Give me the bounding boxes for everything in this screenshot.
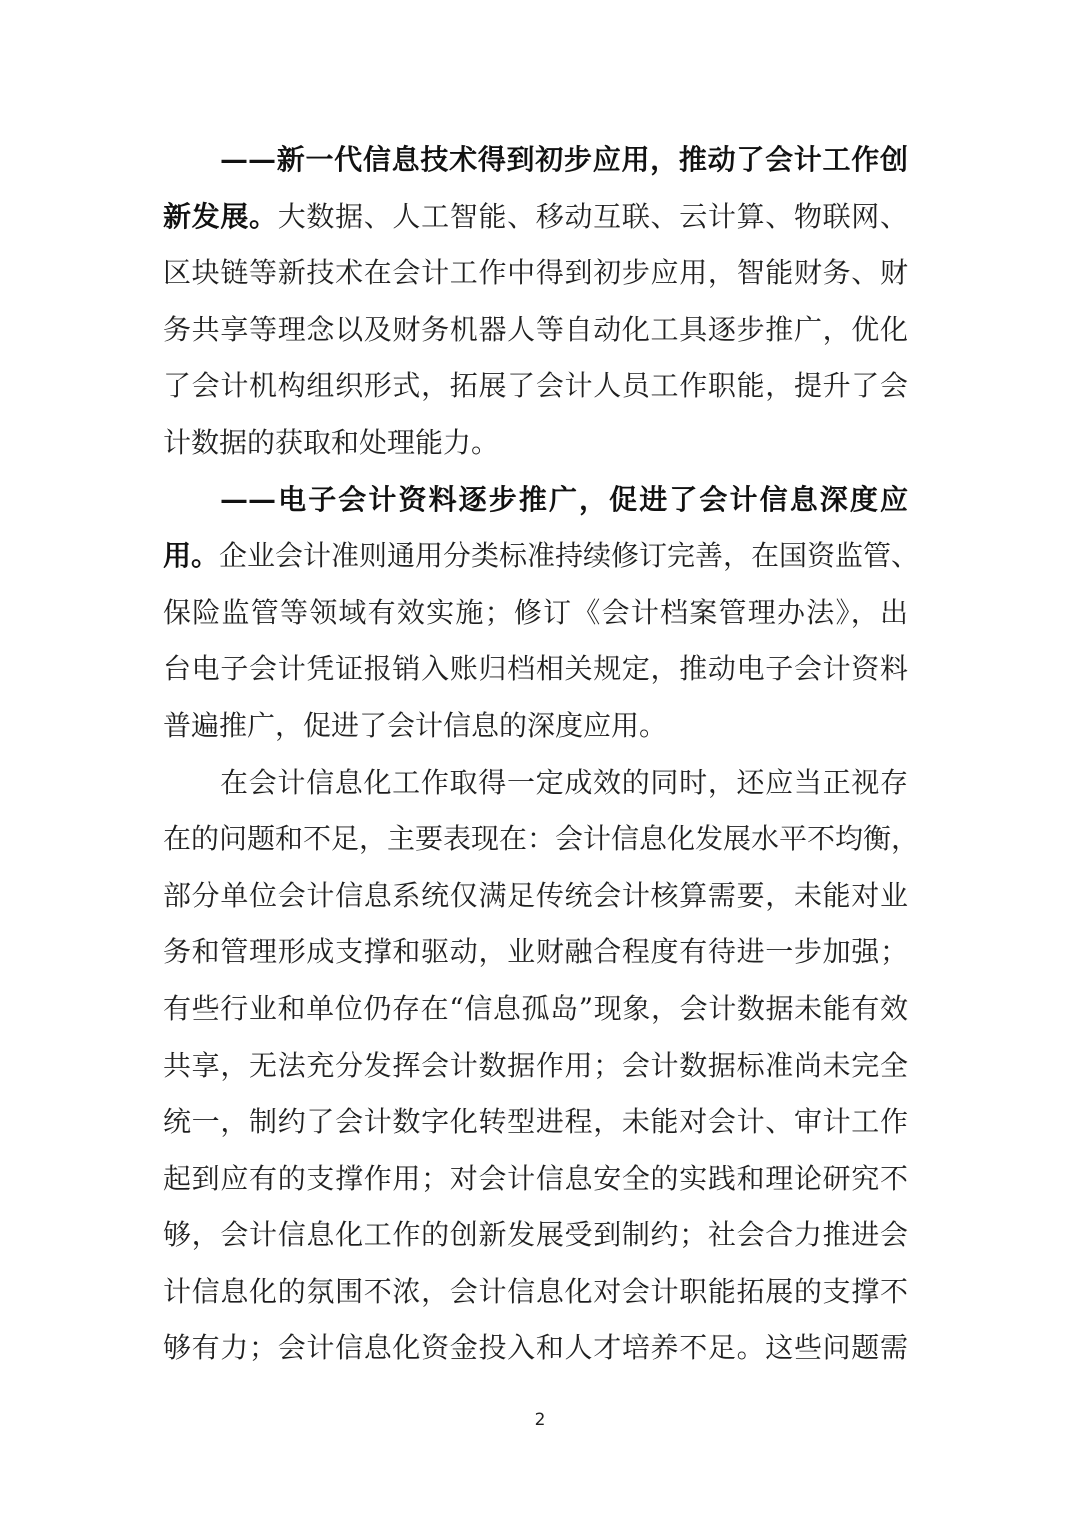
paragraph-problems-and-shortcomings	[163, 755, 920, 1378]
paragraph-heading: 用。	[163, 539, 220, 573]
text-line: 务共享等理念以及财务机器人等自动化工具逐步推广，优化	[163, 312, 908, 346]
text-line: 够，会计信息化工作的创新发展受到制约；社会合力推进会	[163, 1218, 908, 1252]
paragraph-heading: ——电子会计资料逐步推广，促进了会计信息深度应	[220, 482, 908, 516]
text-line: 务和管理形成支撑和驱动，业财融合程度有待进一步加强；	[163, 935, 908, 969]
paragraph-new-tech-application	[163, 132, 908, 472]
document-body	[163, 132, 920, 1377]
text-line: 够有力；会计信息化资金投入和人才培养不足。这些问题需	[163, 1331, 908, 1365]
text-line: 台电子会计凭证报销入账归档相关规定，推动电子会计资料	[163, 652, 908, 686]
text-line: 部分单位会计信息系统仅满足传统会计核算需要，未能对业	[163, 878, 908, 912]
text-line: 区块链等新技术在会计工作中得到初步应用，智能财务、财	[163, 256, 908, 290]
text-line: 统一，制约了会计数字化转型进程，未能对会计、审计工作	[163, 1105, 908, 1139]
paragraph-heading: 新发展。	[163, 199, 278, 233]
text-line	[163, 132, 908, 189]
text-line: 在会计信息化工作取得一定成效的同时，还应当正视存	[220, 765, 908, 799]
text-line: 计数据的获取和处理能力。	[163, 425, 500, 459]
text-line: 新发展。大数据、人工智能、移动互联、云计算、物联网、	[163, 199, 908, 233]
paragraph-electronic-accounting-data	[163, 472, 920, 755]
text-line: 了会计机构组织形式，拓展了会计人员工作职能，提升了会	[163, 369, 908, 403]
text-line: 计信息化的氛围不浓，会计信息化对会计职能拓展的支撑不	[163, 1274, 908, 1308]
paragraph-heading: ——新一代信息技术得到初步应用，推动了会计工作创	[220, 143, 908, 176]
page-number: 2	[534, 1410, 546, 1430]
text-line: 有些行业和单位仍存在“信息孤岛”现象，会计数据未能有效	[163, 991, 908, 1025]
text-line: 用。企业会计准则通用分类标准持续修订完善，在国资监管、	[163, 539, 920, 573]
text-line	[163, 472, 908, 529]
text-line: 保险监管等领域有效实施；修订《会计档案管理办法》，出	[163, 595, 908, 629]
text-line: 在的问题和不足，主要表现在：会计信息化发展水平不均衡，	[163, 822, 920, 856]
text-line: 共享，无法充分发挥会计数据作用；会计数据标准尚未完全	[163, 1048, 908, 1082]
text-line: 起到应有的支撑作用；对会计信息安全的实践和理论研究不	[163, 1161, 908, 1195]
text-line: 普遍推广，促进了会计信息的深度应用。	[163, 708, 668, 742]
